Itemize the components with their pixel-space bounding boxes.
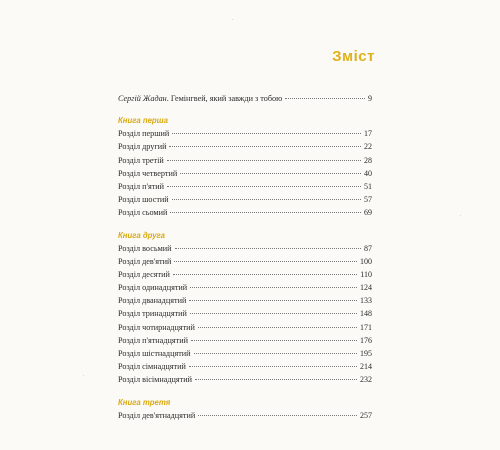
chapter-label: Розділ перший — [118, 129, 170, 139]
page-number: 124 — [360, 283, 372, 293]
toc-entry — [118, 294, 372, 307]
chapter-label: Розділ дев'ятий — [118, 256, 172, 266]
toc-entry — [118, 360, 372, 373]
toc-entry — [118, 373, 372, 386]
table-of-contents — [118, 92, 372, 422]
toc-entry — [118, 334, 372, 347]
dot-leader — [189, 366, 357, 367]
chapter-label: Розділ шостий — [118, 195, 169, 205]
page-number: 133 — [360, 296, 372, 306]
section-spacer — [118, 105, 372, 115]
chapter-label: Розділ вісімнадцятий — [118, 375, 193, 385]
dot-leader — [194, 353, 357, 354]
toc-entry — [118, 206, 372, 219]
dot-leader — [198, 327, 357, 328]
dot-leader — [189, 300, 357, 301]
page-number: 214 — [360, 362, 372, 372]
page-number: 87 — [364, 243, 372, 253]
toc-entry — [118, 180, 372, 193]
dot-leader — [167, 160, 361, 161]
paper-speck — [232, 19, 233, 20]
dot-leader — [190, 313, 357, 314]
toc-entry — [118, 242, 372, 255]
page-number: 100 — [360, 256, 372, 266]
page-number: 69 — [364, 208, 372, 218]
chapter-label: Розділ дванадцятий — [118, 296, 187, 306]
chapter-label: Розділ сімнадцятий — [118, 362, 186, 372]
toc-entry — [118, 127, 372, 140]
section-spacer — [118, 387, 372, 397]
page-number: 176 — [360, 335, 372, 345]
paper-speck — [460, 215, 461, 216]
dot-leader — [195, 379, 357, 380]
dot-leader — [172, 133, 361, 134]
page-title: Зміст — [332, 48, 375, 65]
toc-entry — [118, 281, 372, 294]
book-heading: Книга друга — [118, 230, 165, 240]
page-number: 9 — [368, 94, 372, 103]
page-number: 17 — [364, 129, 372, 139]
page-number: 22 — [364, 142, 372, 152]
dot-leader — [167, 186, 361, 187]
dot-leader — [172, 199, 361, 200]
chapter-label: Розділ п'ятий — [118, 181, 165, 191]
toc-entry — [118, 154, 372, 167]
chapter-label: Розділ четвертий — [118, 168, 178, 178]
dot-leader — [198, 415, 357, 416]
toc-entry — [118, 347, 372, 360]
page-number: 232 — [360, 375, 372, 385]
section-spacer — [118, 220, 372, 230]
paper-speck — [83, 375, 84, 376]
toc-entry — [118, 193, 372, 206]
dot-leader — [191, 340, 357, 341]
page-number: 195 — [360, 349, 372, 358]
dot-leader — [180, 173, 361, 174]
dot-leader — [175, 248, 361, 249]
toc-entry — [118, 140, 372, 153]
dot-leader — [173, 274, 357, 275]
toc-entry-intro — [118, 92, 372, 105]
chapter-label: Розділ п'ятнадцятий — [118, 335, 188, 345]
page-number: 110 — [360, 269, 372, 279]
page-number: 257 — [360, 410, 372, 420]
toc-entry — [118, 255, 372, 268]
chapter-label: Розділ другий — [118, 142, 167, 152]
book-heading: Книга перша — [118, 116, 168, 126]
page-number: 148 — [360, 309, 372, 319]
page-number: 28 — [364, 155, 372, 165]
intro-author: Сергій Жадан — [118, 94, 167, 103]
toc-entry — [118, 321, 372, 334]
chapter-label: Розділ тринадцятий — [118, 309, 187, 319]
dot-leader — [169, 146, 361, 147]
books-list — [118, 105, 372, 422]
page-number: 51 — [364, 181, 372, 191]
book-heading: Книга третя — [118, 397, 171, 407]
chapter-label: Розділ одинадцятий — [118, 283, 188, 293]
chapter-label: Розділ десятий — [118, 269, 170, 279]
chapter-label: Розділ шістнадцятий — [118, 349, 191, 358]
toc-entry — [118, 167, 372, 180]
toc-entry — [118, 268, 372, 281]
toc-entry — [118, 307, 372, 320]
dot-leader — [174, 261, 357, 262]
dot-leader — [190, 287, 357, 288]
page-number: 57 — [364, 195, 372, 205]
page-number: 40 — [364, 168, 372, 178]
dot-leader — [285, 98, 365, 99]
toc-entry — [118, 409, 372, 422]
page-number: 171 — [360, 322, 372, 332]
dot-leader — [170, 212, 361, 213]
chapter-label: Розділ чотирнадцятий — [118, 322, 195, 332]
toc-entry-label — [118, 92, 282, 105]
chapter-label: Розділ восьмий — [118, 243, 172, 253]
chapter-label: Розділ третій — [118, 155, 164, 165]
chapter-label: Розділ дев'ятнадцятий — [118, 410, 196, 420]
intro-title: . Гемінгвей, який завжди з тобою — [166, 94, 283, 103]
chapter-label: Розділ сьомий — [118, 208, 168, 218]
